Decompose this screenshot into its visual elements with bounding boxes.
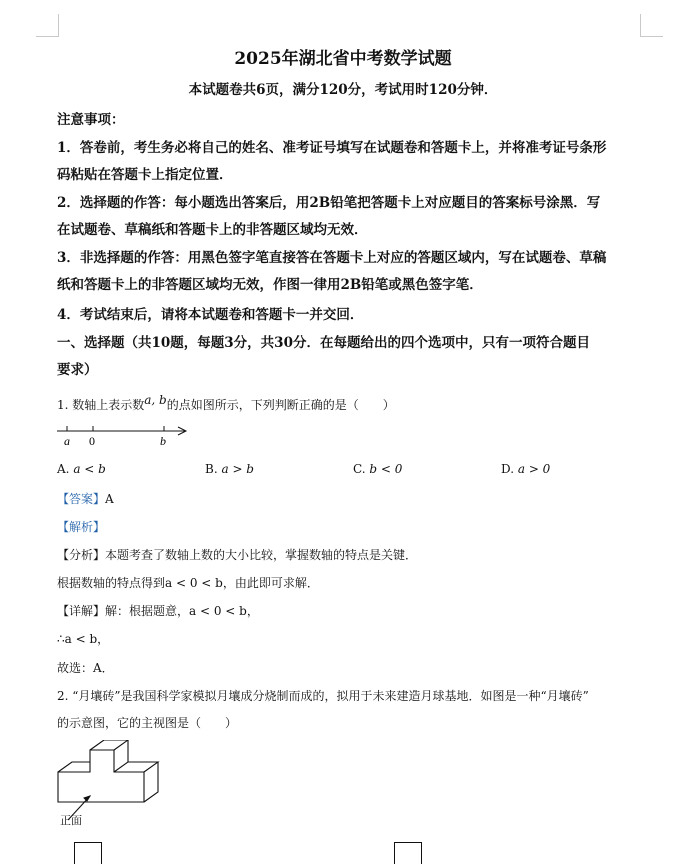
notice-line: 码粘贴在答题卡上指定位置． <box>57 167 233 183</box>
front-arrow-head <box>84 796 90 801</box>
notice-line: 1．答卷前，考生务必将自己的姓名、准考证号填写在试题卷和答题卡上，并将准考证号条形 <box>57 140 607 156</box>
option-c[interactable]: C. b < 0 <box>353 462 403 476</box>
brick-top-block <box>90 740 128 750</box>
notice-line: 3．非选择题的作答：用黑色签字笔直接答在答题卡上对应的答题区域内，写在试题卷、草稿 <box>57 250 607 266</box>
q1-stem-variables: a, b <box>144 393 167 407</box>
option-d[interactable]: D. a > 0 <box>501 462 551 476</box>
front-label: 正面 <box>60 814 82 827</box>
q2-stem-line1: 2. “月壤砖”是我国科学家模拟月壤成分烧制而成的，拟用于未来建造月球基地．如图是一种“月壤砖” <box>57 689 589 703</box>
page-subtitle: 本试题卷共6页，满分120分，考试用时120分钟． <box>188 82 498 98</box>
q2-stem-line2: 的示意图，它的主视图是（ ） <box>57 716 238 730</box>
q1-basis: 根据数轴的特点得到a < 0 < b，由此即可求解． <box>57 576 319 590</box>
notice-line: 纸和答题卡上的非答题区域均无效，作图一律用2B铅笔或黑色签字笔． <box>57 277 483 293</box>
q1-analysis-tag: 【解析】 <box>57 520 106 534</box>
q1-therefore: ∴a < b， <box>57 632 110 646</box>
brick-right-side <box>144 762 158 802</box>
q1-choose: 故选：A． <box>57 661 114 675</box>
brick-left-top <box>58 762 90 772</box>
notice-line: 在试题卷、草稿纸和答题卡上的非答题区域均无效． <box>57 222 368 238</box>
q1-stem: 1. 数轴上表示数a, b的点如图所示，下列判断正确的是（ ） <box>57 393 395 412</box>
label-b: b <box>160 434 166 448</box>
notice-heading: 注意事项： <box>57 112 125 128</box>
brick-right-top <box>128 762 158 772</box>
section-heading-cont: 要求） <box>57 362 98 378</box>
q1-answer: 【答案】A <box>57 492 114 506</box>
notice-line: 2．选择题的作答：每小题选出答案后，用2B铅笔把答题卡上对应题目的答案标号涂黑．写 <box>57 195 601 211</box>
crop-mark-top-right <box>640 14 663 37</box>
option-a[interactable]: A. a < b <box>57 462 106 476</box>
q1-fenxi: 【分析】本题考查了数轴上数的大小比较，掌握数轴的特点是关键． <box>57 548 418 562</box>
q2-option-figure-a <box>74 842 102 864</box>
brick-front-face <box>58 750 144 802</box>
q2-option-figure-c <box>394 842 422 864</box>
crop-mark-top-left <box>36 14 59 37</box>
number-line-figure <box>57 422 197 450</box>
label-zero: 0 <box>89 434 95 448</box>
label-a: a <box>64 434 70 448</box>
option-b[interactable]: B. a > b <box>205 462 254 476</box>
notice-line: 4．考试结束后，请将本试题卷和答题卡一并交回． <box>57 307 364 323</box>
section-heading: 一、选择题（共10题，每题3分，共30分．在每题给出的四个选项中，只有一项符合题目 <box>57 335 590 351</box>
q1-detail: 【详解】解：根据题意，a < 0 < b， <box>57 604 259 618</box>
page-title: 2025年湖北省中考数学试题 <box>234 49 452 69</box>
